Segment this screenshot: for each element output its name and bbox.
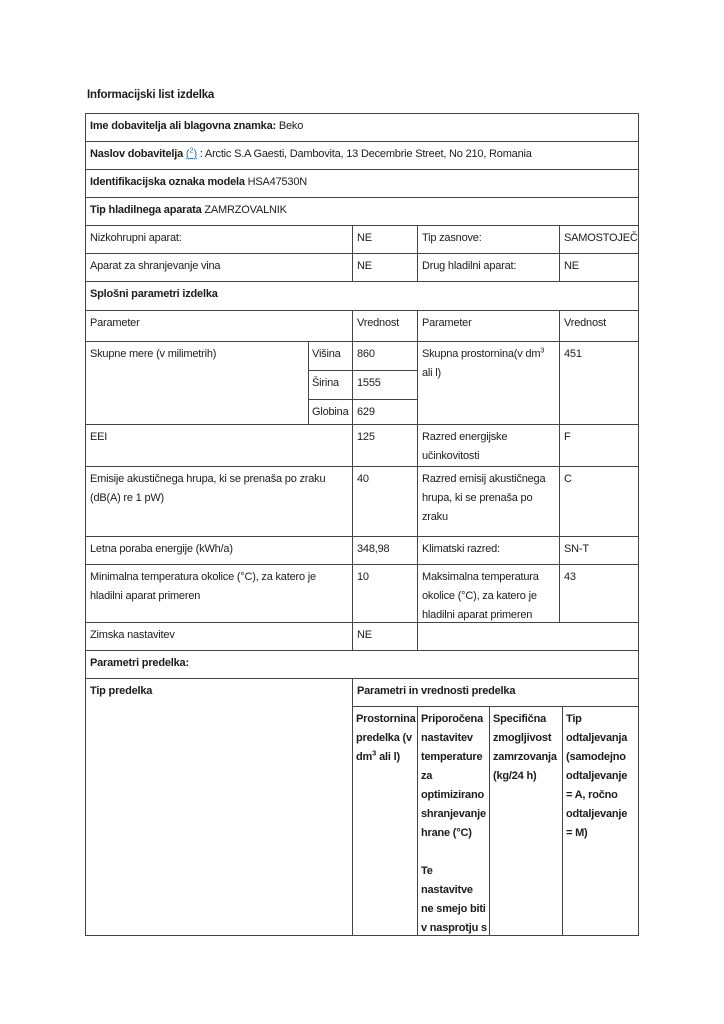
row-appliance-type <box>86 198 639 226</box>
row-ambient-temp <box>86 565 639 623</box>
compartment-temp-main: Priporočena nastavitev temperature za optimizirano shranjevanje hrane (°C) <box>421 713 486 839</box>
cell-winter-value: NE <box>353 623 418 651</box>
cell-noise-value: 40 <box>353 467 418 537</box>
cell-eei-label: EEI <box>86 425 353 467</box>
row-height <box>309 342 418 371</box>
row-compartment-columns <box>353 707 639 936</box>
header-value-2: Vrednost <box>560 311 639 342</box>
cell-noise-class-label: Razred emisij akustičnega hrupa, ki se prenaša po zraku <box>418 467 560 537</box>
cell-min-temp-value: 10 <box>353 565 418 623</box>
dimensions-subtable <box>309 342 418 425</box>
cell-compartment-type: Tip predelka <box>86 679 353 936</box>
model-label: Identifikacijska oznaka modela <box>90 176 245 188</box>
cell-params-header: Parametri in vrednosti predelka <box>353 679 639 707</box>
brand-value: Beko <box>275 120 304 132</box>
address-label: Naslov dobavitelja <box>90 148 183 160</box>
header-parameter-2: Parameter <box>418 311 560 342</box>
cell-address <box>86 142 639 170</box>
row-low-noise <box>86 226 639 254</box>
row-compartment-section <box>86 651 639 679</box>
cell-low-noise-value: NE <box>353 226 418 254</box>
compartment-temp-note: Te nastavitve ne smejo biti v nasprotju s <box>421 865 487 934</box>
row-depth <box>309 400 418 425</box>
cell-dimensions-label: Skupne mere (v milimetrih) <box>86 342 309 425</box>
cell-climate-label: Klimatski razred: <box>418 537 560 565</box>
appliance-type-value: ZAMRZOVALNIK <box>201 204 287 216</box>
cell-noise-label: Emisije akustičnega hrupa, ki se prenaša po zraku (dB(A) re 1 pW) <box>86 467 353 537</box>
page-title: Informacijski list izdelka <box>87 89 215 101</box>
compartment-volume-sup: 3 <box>372 748 377 758</box>
footnote-link-close: ) <box>193 148 197 160</box>
compartment-volume-pre: Prostornina predelka (v dm <box>356 713 416 763</box>
cell-winter-label: Zimska nastavitev <box>86 623 353 651</box>
appliance-type-label: Tip hladilnega aparata <box>90 204 202 216</box>
cell-eei-value: 125 <box>353 425 418 467</box>
footnote-link-sup: 2 <box>189 145 194 155</box>
row-address <box>86 142 639 170</box>
cell-energy-value: 348,98 <box>353 537 418 565</box>
cell-climate-value: SN-T <box>560 537 639 565</box>
cell-design-label: Tip zasnove: <box>418 226 560 254</box>
cell-compartment-capacity: Specifična zmogljivost zamrzovanja (kg/24 h) <box>490 707 563 936</box>
footnote-link-open: ( <box>185 148 190 160</box>
header-value-1: Vrednost <box>353 311 418 342</box>
product-info-table <box>85 113 639 936</box>
row-energy <box>86 537 639 565</box>
volume-label-pre: Skupna prostornina(v dm <box>422 348 541 360</box>
cell-other-label: Drug hladilni aparat: <box>418 254 560 282</box>
cell-volume-value: 451 <box>560 342 639 425</box>
row-dimensions <box>86 342 639 425</box>
row-compartment-params-header <box>353 679 639 707</box>
cell-model <box>86 170 639 198</box>
row-winter-setting <box>86 623 639 651</box>
cell-brand <box>86 114 639 142</box>
cell-design-value: SAMOSTOJEČ <box>560 226 639 254</box>
cell-winter-empty <box>418 623 639 651</box>
brand-label: Ime dobavitelja ali blagovna znamka: <box>90 120 276 132</box>
row-brand <box>86 114 639 142</box>
general-section-title: Splošni parametri izdelka <box>86 282 639 311</box>
compartment-volume-post: ali l) <box>376 751 400 763</box>
cell-min-temp-label: Minimalna temperatura okolice (°C), za katero je hladilni aparat primeren <box>86 565 353 623</box>
compartment-section-title: Parametri predelka: <box>86 651 639 679</box>
row-wine-storage <box>86 254 639 282</box>
cell-other-value: NE <box>560 254 639 282</box>
row-width <box>309 371 418 400</box>
cell-appliance-type <box>86 198 639 226</box>
volume-label-post: ali l) <box>422 367 441 379</box>
header-parameter-1: Parameter <box>86 311 353 342</box>
row-model <box>86 170 639 198</box>
cell-energy-class-value: F <box>560 425 639 467</box>
cell-compartment-temp <box>418 707 490 936</box>
cell-volume-label <box>418 342 560 425</box>
row-eei <box>86 425 639 467</box>
volume-label-sup: 3 <box>540 345 545 355</box>
row-compartment <box>86 679 639 936</box>
cell-height-value: 860 <box>353 342 418 371</box>
row-general-section <box>86 282 639 311</box>
footnote-link[interactable] <box>185 145 197 160</box>
model-value: HSA47530N <box>244 176 308 188</box>
row-general-header <box>86 311 639 342</box>
cell-depth-name: Globina <box>309 400 353 425</box>
cell-low-noise-label: Nizkohrupni aparat: <box>86 226 353 254</box>
cell-compartment-volume <box>353 707 418 936</box>
cell-height-name: Višina <box>309 342 353 371</box>
address-value: : Arctic S.A Gaesti, Dambovita, 13 Decembrie Street, No 210, Romania <box>196 148 532 160</box>
cell-width-value: 1555 <box>353 371 418 400</box>
compartment-params-subtable <box>353 679 639 936</box>
cell-noise-class-value: C <box>560 467 639 537</box>
cell-max-temp-value: 43 <box>560 565 639 623</box>
cell-energy-class-label: Razred energijske učinkovitosti <box>418 425 560 467</box>
cell-compartment-defrost: Tip odtaljevanja (samodejno odtaljevanje = A, ročno odtaljevanje = M) <box>563 707 639 936</box>
row-noise <box>86 467 639 537</box>
cell-wine-label: Aparat za shranjevanje vina <box>86 254 353 282</box>
cell-depth-value: 629 <box>353 400 418 425</box>
cell-width-name: Širina <box>309 371 353 400</box>
cell-wine-value: NE <box>353 254 418 282</box>
cell-energy-label: Letna poraba energije (kWh/a) <box>86 537 353 565</box>
cell-max-temp-label: Maksimalna temperatura okolice (°C), za katero je hladilni aparat primeren <box>418 565 560 623</box>
